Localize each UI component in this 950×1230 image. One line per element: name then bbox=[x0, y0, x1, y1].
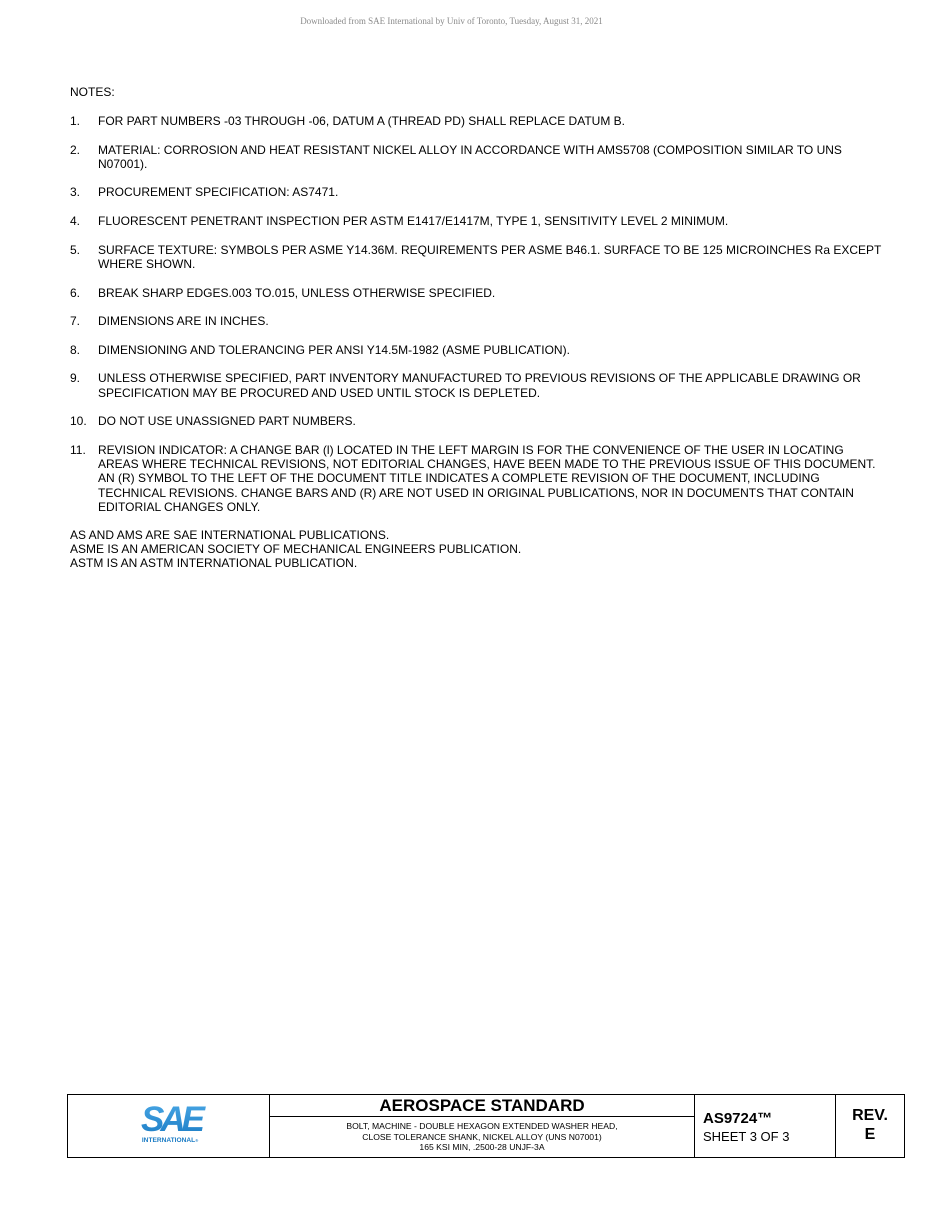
sheet-indicator: SHEET 3 OF 3 bbox=[703, 1129, 790, 1144]
note-text: FOR PART NUMBERS -03 THROUGH -06, DATUM A (THREAD PD) SHALL REPLACE DATUM B. bbox=[98, 114, 625, 128]
note-text: SURFACE TEXTURE: SYMBOLS PER ASME Y14.36M. REQUIREMENTS PER ASME B46.1. SURFACE TO BE 125 MICROINCHES Ra EXCEPT WHERE SHOWN. bbox=[98, 242, 882, 271]
publication-line: ASTM IS AN ASTM INTERNATIONAL PUBLICATION. bbox=[70, 556, 358, 571]
logo-cell bbox=[68, 1095, 270, 1157]
note-item bbox=[70, 414, 882, 428]
note-item bbox=[70, 243, 882, 272]
publication-line: AS AND AMS ARE SAE INTERNATIONAL PUBLICATIONS. bbox=[70, 528, 390, 542]
note-number: 7. bbox=[70, 314, 81, 329]
note-text: DO NOT USE UNASSIGNED PART NUMBERS. bbox=[98, 414, 356, 429]
note-text: MATERIAL: CORROSION AND HEAT RESISTANT NICKEL ALLOY IN ACCORDANCE WITH AMS5708 (COMPOSITION SIMILAR TO UNS N07001). bbox=[98, 142, 842, 171]
notes-list bbox=[70, 114, 882, 529]
note-item bbox=[70, 314, 882, 328]
note-text: UNLESS OTHERWISE SPECIFIED, PART INVENTORY MANUFACTURED TO PREVIOUS REVISIONS OF THE APPLICABLE DRAWING OR SPECIFICATION MAY BE PROCURED AND USED UNTIL STOCK IS DEPLETED. bbox=[98, 371, 861, 400]
note-item bbox=[70, 371, 882, 400]
revision-label-text: REV. bbox=[852, 1107, 888, 1124]
notes-heading: NOTES: bbox=[70, 85, 115, 99]
note-item bbox=[70, 214, 882, 228]
note-number: 3. bbox=[70, 185, 81, 200]
note-number: 11. bbox=[70, 442, 86, 457]
note-item bbox=[70, 286, 882, 300]
document-number-cell bbox=[695, 1095, 836, 1157]
description-line: BOLT, MACHINE - DOUBLE HEXAGON EXTENDED WASHER HEAD, bbox=[346, 1121, 618, 1131]
note-number: 2. bbox=[70, 142, 81, 157]
note-number: 1. bbox=[70, 114, 81, 128]
revision-label bbox=[836, 1106, 904, 1144]
logo-subtext: INTERNATIONAL® bbox=[141, 1137, 199, 1144]
note-text: DIMENSIONS ARE IN INCHES. bbox=[98, 314, 269, 329]
note-item bbox=[70, 143, 882, 172]
standard-title: AEROSPACE STANDARD bbox=[270, 1095, 694, 1117]
note-item bbox=[70, 185, 882, 199]
sae-logo-icon bbox=[136, 1100, 206, 1146]
logo-mark: SAE bbox=[141, 1100, 201, 1139]
note-number: 5. bbox=[70, 242, 81, 257]
note-number: 9. bbox=[70, 371, 81, 386]
note-number: 8. bbox=[70, 342, 81, 357]
publication-line: ASME IS AN AMERICAN SOCIETY OF MECHANICAL ENGINEERS PUBLICATION. bbox=[70, 542, 522, 557]
note-text: BREAK SHARP EDGES.003 TO.015, UNLESS OTHERWISE SPECIFIED. bbox=[98, 285, 496, 300]
download-watermark: Downloaded from SAE International by Univ of Toronto, Tuesday, August 31, 2021 bbox=[300, 16, 603, 26]
note-text: PROCUREMENT SPECIFICATION: AS7471. bbox=[98, 185, 339, 200]
note-text: FLUORESCENT PENETRANT INSPECTION PER ASTM E1417/E1417M, TYPE 1, SENSITIVITY LEVEL 2 MINIMUM. bbox=[98, 214, 729, 229]
revision-cell bbox=[836, 1095, 904, 1157]
note-number: 4. bbox=[70, 214, 81, 229]
note-number: 6. bbox=[70, 285, 81, 300]
description-line: CLOSE TOLERANCE SHANK, NICKEL ALLOY (UNS N07001) bbox=[362, 1131, 602, 1142]
description-line: 165 KSI MIN, .2500-28 UNJF-3A bbox=[419, 1142, 545, 1153]
standard-cell bbox=[270, 1095, 695, 1157]
revision-value: E bbox=[864, 1126, 876, 1143]
note-item bbox=[70, 443, 882, 514]
publications-list bbox=[70, 528, 521, 571]
part-description bbox=[270, 1121, 694, 1153]
note-number: 10. bbox=[70, 414, 87, 429]
note-text: REVISION INDICATOR: A CHANGE BAR (l) LOCATED IN THE LEFT MARGIN IS FOR THE CONVENIENCE OF THE USER IN LOCATING AREAS WHERE TECHNICAL REVISIONS, NOT EDITORIAL CHANGES, HAVE BEEN MADE TO THE PREVIOUS ISSUE OF THIS DOCUMENT. AN (R) SYMBOL TO THE LEFT OF THE DOCUMENT TITLE INDICATES A COMPLETE REVISION OF THE DOCUMENT, INCLUDING TECHNICAL REVISIONS. CHANGE BARS AND (R) ARE NOT USED IN ORIGINAL PUBLICATIONS, NOR IN DOCUMENTS THAT CONTAIN EDITORIAL CHANGES ONLY. bbox=[98, 442, 876, 515]
note-text: DIMENSIONING AND TOLERANCING PER ANSI Y14.5M-1982 (ASME PUBLICATION). bbox=[98, 342, 570, 357]
note-item bbox=[70, 114, 882, 128]
title-block bbox=[67, 1094, 905, 1158]
document-number: AS9724™ bbox=[703, 1110, 773, 1127]
note-item bbox=[70, 343, 882, 357]
